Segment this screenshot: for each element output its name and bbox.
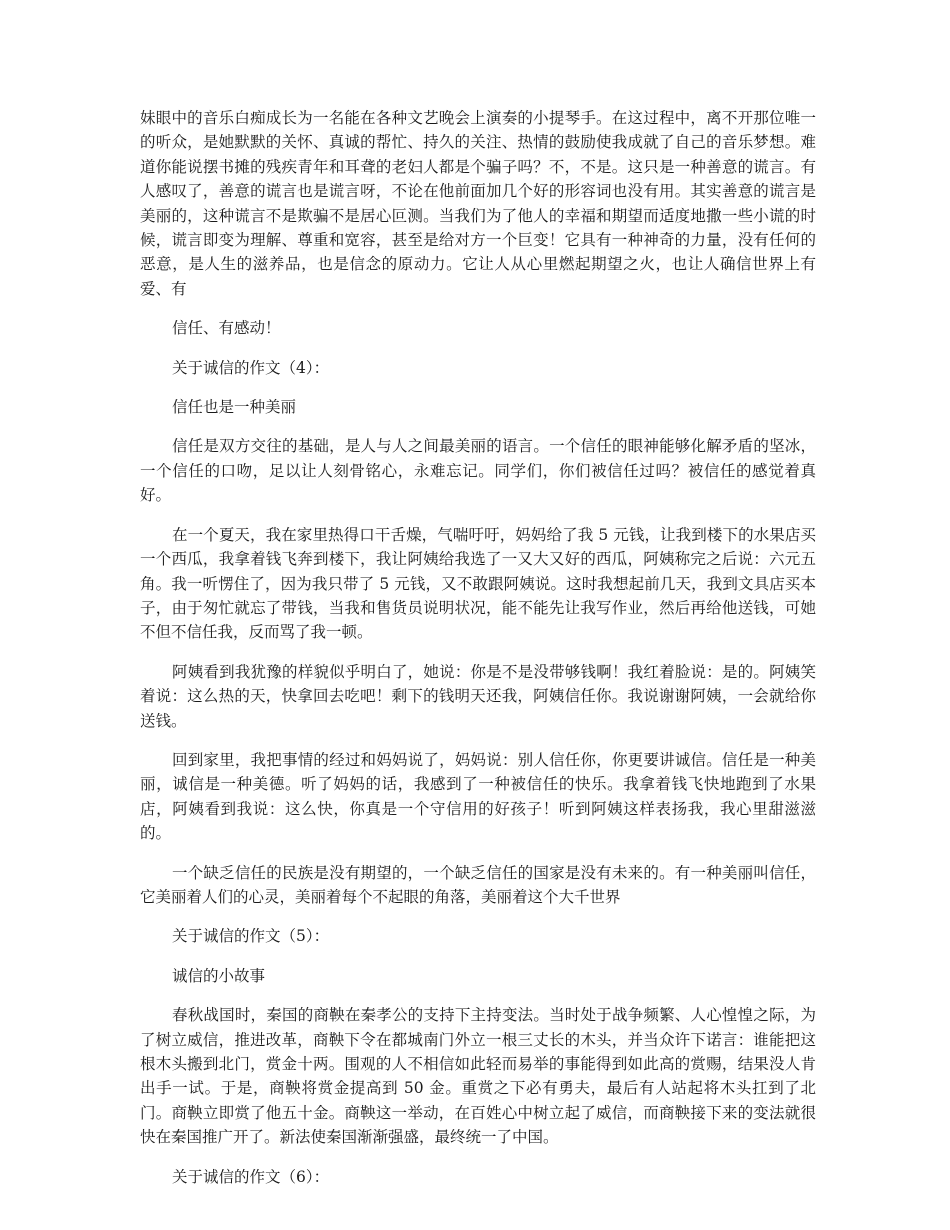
essay-4-paragraph-4: 回到家里，我把事情的经过和妈妈说了，妈妈说：别人信任你，你更要讲诚信。信任是一种美丽，诚信是一种美德。听了妈妈的话，我感到了一种被信任的快乐。我拿着钱飞快地跑到了水果店，阿姨看到我说：这么快，你真是一个守信用的好孩子！听到阿姨这样表扬我，我心里甜滋滋的。 [140,750,816,843]
essay-title-5: 诚信的小故事 [172,966,266,985]
essay-title-4: 信任也是一种美丽 [172,398,297,417]
essay-5-paragraph-1: 春秋战国时，秦国的商鞅在秦孝公的支持下主持变法。当时处于战争频繁、人心惶惶之际，为了树立威信，推进改革，商鞅下令在都城南门外立一根三丈长的木头，并当众许下诺言：谁能把这根木头搬到北门，赏金十两。围观的人不相信如此轻而易举的事能得到如此高的赏赐，结果没人肯出手一试。于是，商鞅将赏金提高到 50 金。重赏之下必有勇夫，最后有人站起将木头扛到了北门。商鞅立即赏了他五十金。商鞅这一举动，在百姓心中树立起了威信，而商鞅接下来的变法就很快在秦国推广开了。新法使秦国渐渐强盛，最终统一了中国。 [140,1006,816,1147]
essay-heading-4: 关于诚信的作文（4）： [172,358,330,377]
essay-heading-5: 关于诚信的作文（5）： [172,927,330,946]
essay-4-paragraph-2: 在一个夏天，我在家里热得口干舌燥，气喘吁吁，妈妈给了我 5 元钱，让我到楼下的水果店买一个西瓜，我拿着钱飞奔到楼下，我让阿姨给我选了一又大又好的西瓜，阿姨称完之后说：六元五角。我一听愣住了，因为我只带了 5 元钱，又不敢跟阿姨说。这时我想起前几天，我到文具店买本子，由于匆忙就忘了带钱，当我和售货员说明状况，能不能先让我写作业，然后再给他送钱，可她不但不信任我，反而骂了我一顿。 [140,525,816,642]
paragraph-continuation-end: 信任、有感动！ [172,319,281,338]
document-page [140,106,816,1204]
essay-4-paragraph-1: 信任是双方交往的基础，是人与人之间最美丽的语言。一个信任的眼神能够化解矛盾的坚冰，一个信任的口吻，足以让人刻骨铭心，永难忘记。同学们，你们被信任过吗？被信任的感觉着真好。 [140,437,816,505]
essay-heading-6: 关于诚信的作文（6）： [172,1167,330,1186]
essay-4-paragraph-3: 阿姨看到我犹豫的样貌似乎明白了，她说：你是不是没带够钱啊！我红着脸说：是的。阿姨笑着说：这么热的天，快拿回去吃吧！剩下的钱明天还我，阿姨信任你。我说谢谢阿姨，一会就给你送钱。 [140,662,816,730]
paragraph-continuation: 妹眼中的音乐白痴成长为一名能在各种文艺晚会上演奏的小提琴手。在这过程中，离不开那位唯一的听众，是她默默的关怀、真诚的帮忙、持久的关注、热情的鼓励使我成就了自己的音乐梦想。难道你能说摆书摊的残疾青年和耳聋的老妇人都是个骗子吗？不，不是。这只是一种善意的谎言。有人感叹了，善意的谎言也是谎言呀，不论在他前面加几个好的形容词也没有用。其实善意的谎言是美丽的，这种谎言不是欺骗不是居心叵测。当我们为了他人的幸福和期望而适度地撒一些小谎的时候，谎言即变为理解、尊重和宽容，甚至是给对方一个巨变！它具有一种神奇的力量，没有任何的恶意，是人生的滋养品，也是信念的原动力。它让人从心里燃起期望之火，也让人确信世界上有爱、有 [140,109,816,298]
essay-4-paragraph-5: 一个缺乏信任的民族是没有期望的，一个缺乏信任的国家是没有未来的。有一种美丽叫信任，它美丽着人们的心灵，美丽着每个不起眼的角落，美丽着这个大千世界 [140,863,816,906]
